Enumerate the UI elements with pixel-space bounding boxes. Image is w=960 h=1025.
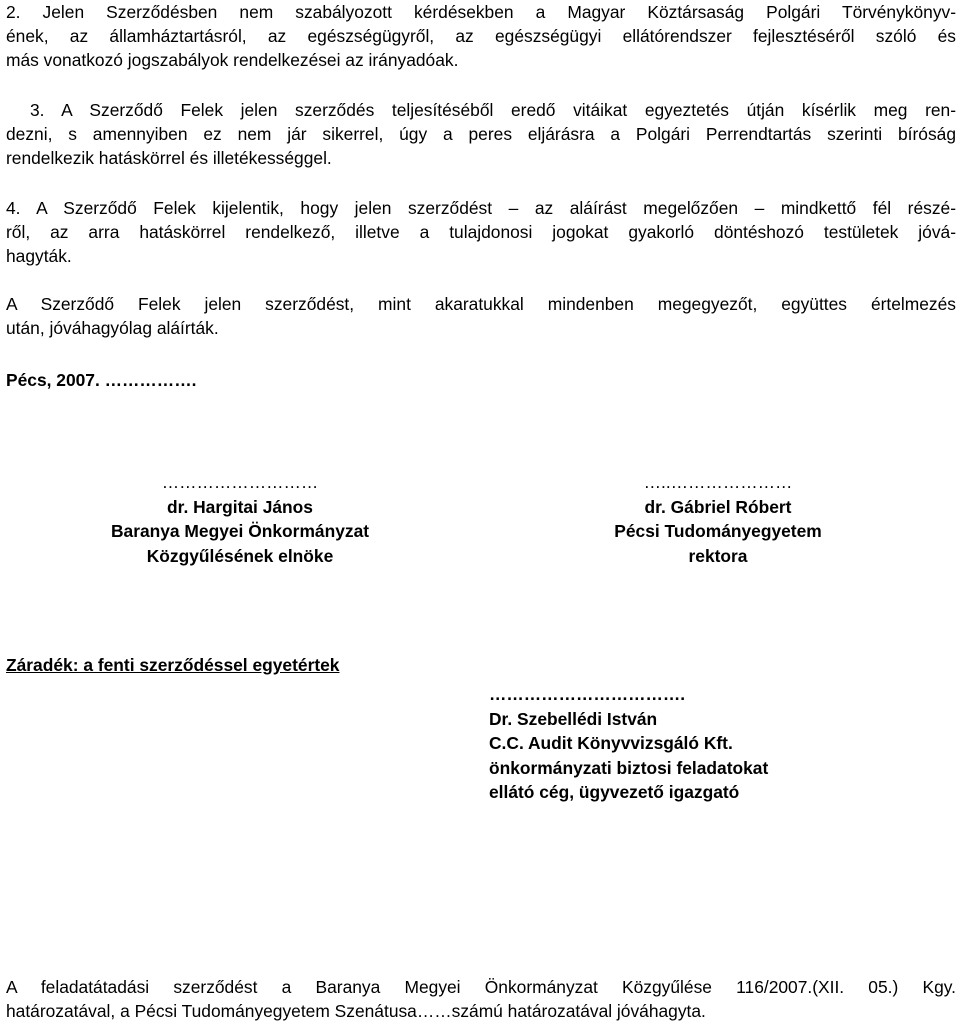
signature-line: ……………………………. <box>489 684 686 704</box>
auditor-name: Dr. Szebellédi István <box>489 708 658 729</box>
paragraph-5-line-2: után, jóváhagyólag aláírták. <box>6 318 219 338</box>
signature-block-left <box>60 470 420 568</box>
paragraph-4-line-3: hagyták. <box>6 246 72 266</box>
paragraph-2-line-1: 2. Jelen Szerződésben nem szabályozott kérdésekben a Magyar Köztársaság Polgári Törvénykönyv- <box>6 2 956 22</box>
signature-block-right <box>538 470 898 568</box>
signatory-name: dr. Gábriel Róbert <box>644 496 792 517</box>
paragraph-3-line-3: rendelkezik hatáskörrel és illetékességgel. <box>6 148 332 168</box>
footer-line-2: határozatával, a Pécsi Tudományegyetem Szenátusa……számú határozatával jóváhagyta. <box>6 1001 706 1021</box>
signature-line: ……………………… <box>161 472 319 492</box>
signatory-title: Közgyűlésének elnöke <box>146 545 334 566</box>
clause-heading: Záradék: a fenti szerződéssel egyetértek <box>6 655 340 675</box>
paragraph-2-line-2: ének, az államháztartásról, az egészségügyről, az egészségügyi ellátórendszer fejlesztéséről szóló és <box>6 26 956 46</box>
signatory-name: dr. Hargitai János <box>167 496 313 517</box>
paragraph-4-line-1: 4. A Szerződő Felek kijelentik, hogy jelen szerződést – az aláírást megelőzően – mindkettő fél részé- <box>6 198 956 218</box>
place-date: Pécs, 2007. ……………. <box>6 370 197 390</box>
paragraph-5-line-1: A Szerződő Felek jelen szerződést, mint akaratukkal mindenben megegyezőt, együttes értelmezés <box>6 294 956 314</box>
signatory-organization: Pécsi Tudományegyetem <box>614 521 822 541</box>
auditor-signature-block <box>489 682 768 805</box>
signatory-title: rektora <box>688 545 748 566</box>
paragraph-2-line-3: más vonatkozó jogszabályok rendelkezései az irányadóak. <box>6 50 459 70</box>
footer-line-1: A feladatátadási szerződést a Baranya Megyei Önkormányzat Közgyűlése 116/2007.(XII. 05.) Kgy. <box>6 977 956 997</box>
paragraph-3-line-1: 3. A Szerződő Felek jelen szerződés teljesítéséből eredő vitáikat egyeztetés útján kísérlik meg ren- <box>30 100 956 120</box>
auditor-role-line-1: önkormányzati biztosi feladatokat <box>489 757 769 778</box>
auditor-company: C.C. Audit Könyvvizsgáló Kft. <box>489 733 733 753</box>
signature-line: …..………………… <box>643 472 793 492</box>
auditor-role-line-2: ellátó cég, ügyvezető igazgató <box>489 782 740 802</box>
signatory-organization: Baranya Megyei Önkormányzat <box>110 521 370 541</box>
paragraph-3-line-2: dezni, s amennyiben ez nem jár sikerrel, úgy a peres eljárásra a Polgári Perrendtartás szerinti bíróság <box>6 124 956 144</box>
paragraph-4-line-2: ről, az arra hatáskörrel rendelkező, illetve a tulajdonosi jogokat gyakorló döntéshozó testületek jóvá- <box>6 222 956 242</box>
